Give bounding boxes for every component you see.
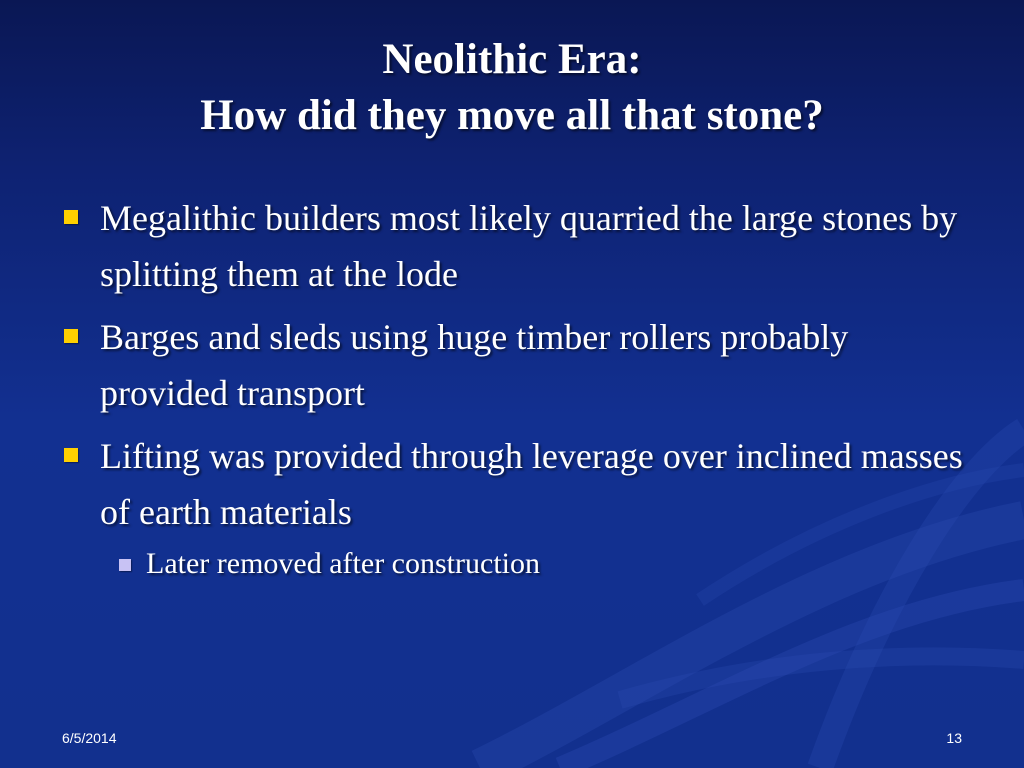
bullet-item bbox=[62, 190, 982, 302]
title-line-2: How did they move all that stone? bbox=[200, 92, 824, 139]
bullet-text: Megalithic builders most likely quarried the large stones by splitting them at the lode bbox=[100, 198, 958, 294]
slide-title bbox=[0, 32, 1024, 144]
bullet-item bbox=[62, 428, 982, 540]
title-line-1: Neolithic Era: bbox=[382, 36, 642, 83]
slide-number: 13 bbox=[946, 730, 962, 746]
square-bullet-icon bbox=[64, 448, 78, 462]
sub-bullet-item bbox=[62, 544, 982, 584]
bullet-list bbox=[62, 190, 982, 584]
bullet-item bbox=[62, 309, 982, 421]
bullet-text: Barges and sleds using huge timber rollers probably provided transport bbox=[100, 317, 849, 413]
bullet-text: Lifting was provided through leverage over inclined masses of earth materials bbox=[100, 436, 963, 532]
sub-bullet-text: Later removed after construction bbox=[146, 547, 540, 580]
square-bullet-icon bbox=[64, 210, 78, 224]
square-sub-bullet-icon bbox=[119, 559, 131, 571]
square-bullet-icon bbox=[64, 329, 78, 343]
footer-date: 6/5/2014 bbox=[62, 730, 117, 746]
